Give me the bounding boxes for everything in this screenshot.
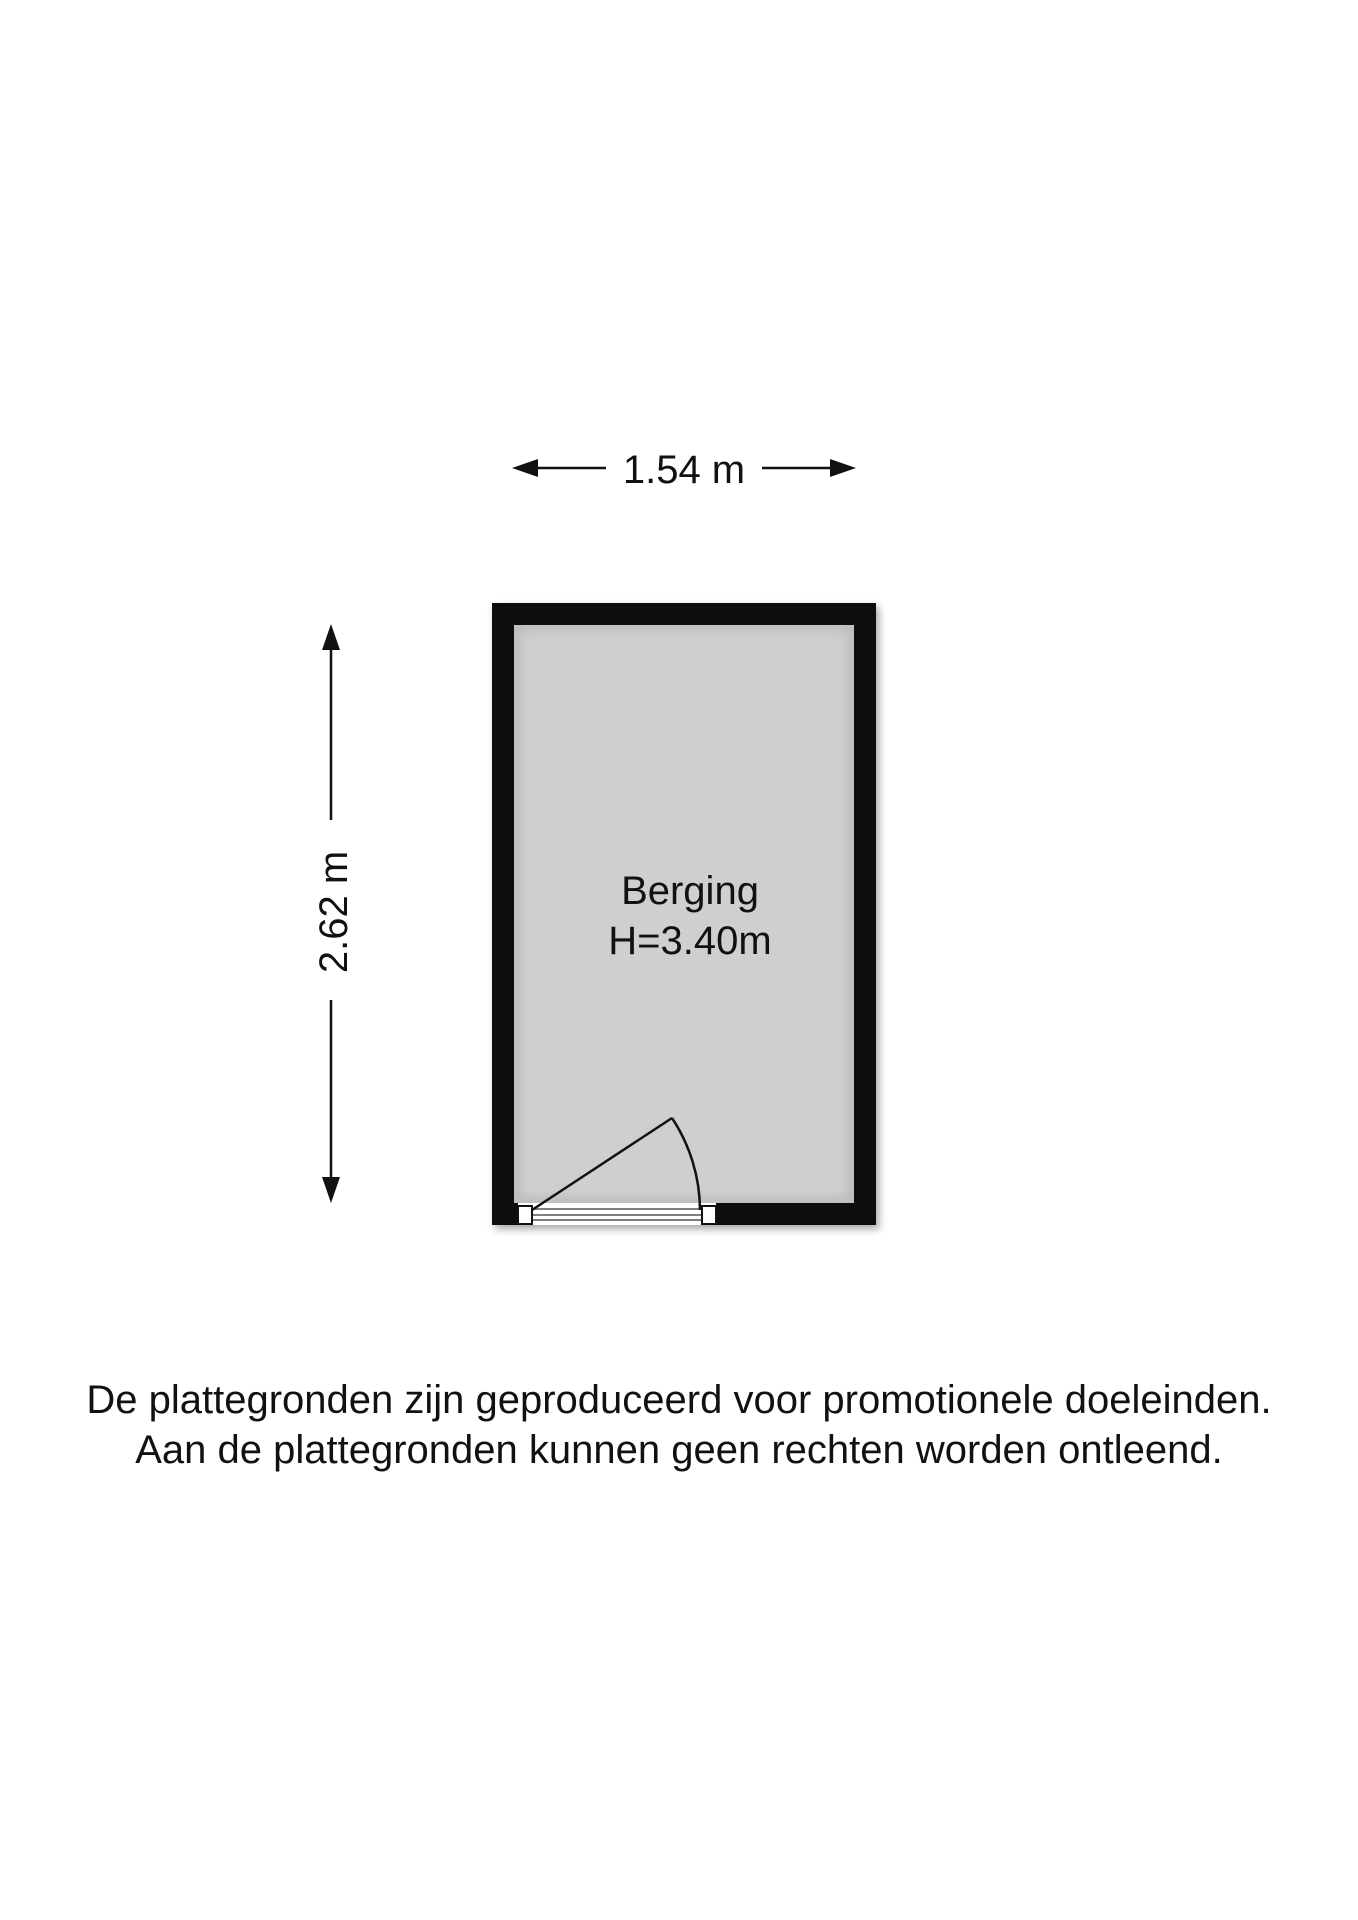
- room-height: H=3.40m: [608, 919, 772, 963]
- arrow-left-icon: [512, 459, 538, 477]
- width-dimension-label: 1.54 m: [622, 448, 746, 492]
- door-jamb-left: [518, 1206, 532, 1224]
- height-dimension: [312, 624, 356, 1203]
- disclaimer-line-1: De plattegronden zijn geproduceerd voor promotionele doeleinden.: [86, 1378, 1272, 1422]
- arrow-right-icon: [830, 459, 856, 477]
- room-name: Berging: [621, 869, 759, 913]
- arrow-up-icon: [322, 624, 340, 650]
- height-dimension-label: 2.62 m: [312, 850, 356, 974]
- width-dimension: [512, 448, 856, 492]
- arrow-down-icon: [322, 1177, 340, 1203]
- door-jamb-right: [702, 1206, 716, 1224]
- disclaimer-line-2: Aan de plattegronden kunnen geen rechten worden ontleend.: [135, 1428, 1223, 1472]
- room-floor: [514, 625, 854, 1203]
- door-opening: [518, 1203, 716, 1225]
- room-berging: [492, 603, 876, 1225]
